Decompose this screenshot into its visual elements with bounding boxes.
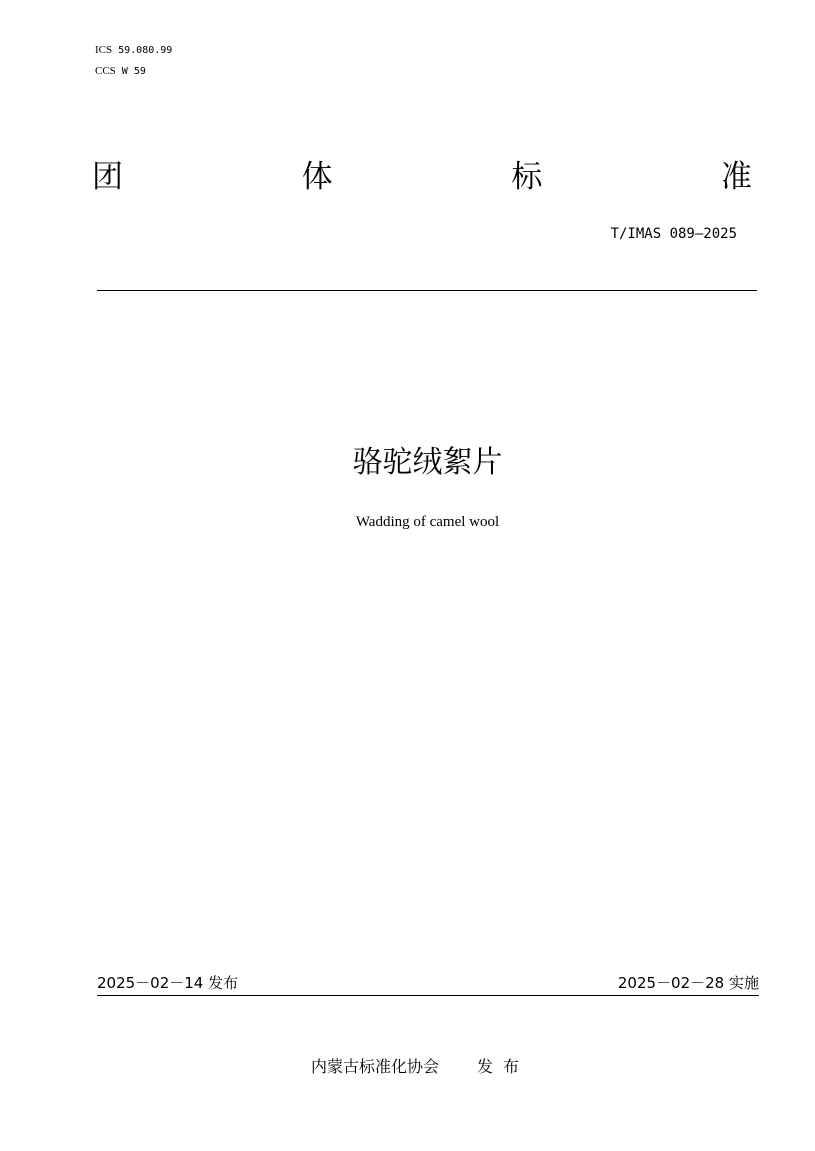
- publish-date: 2025－02－14 发布: [97, 974, 239, 992]
- ics-value: 59.080.99: [118, 45, 173, 56]
- ics-code: [95, 40, 172, 61]
- document-title-chinese: 骆驼绒絮片: [352, 445, 503, 480]
- ccs-code: [95, 61, 172, 82]
- standard-type-heading: [92, 157, 752, 197]
- implementation-date: 2025－02－28 实施: [617, 974, 759, 992]
- publisher-action: 发: [476, 1057, 493, 1076]
- ccs-label: CCS: [95, 65, 116, 77]
- document-title-english: Wadding of camel wool: [355, 514, 500, 530]
- ics-label: ICS: [95, 44, 113, 56]
- bottom-divider: [97, 995, 759, 996]
- standard-type-char: 标: [511, 159, 543, 195]
- standard-type-char: 团: [92, 159, 123, 195]
- publisher-name: 内蒙古标准化协会: [310, 1057, 439, 1076]
- standard-type-char: 准: [720, 159, 752, 195]
- top-divider: [97, 290, 757, 291]
- standard-type-char: 体: [301, 159, 333, 195]
- ccs-value: W 59: [121, 66, 146, 77]
- classification-codes: [95, 40, 172, 82]
- publisher-action: 布: [503, 1057, 520, 1076]
- standard-number: T/IMAS 089—2025: [610, 226, 737, 242]
- publisher-line: [0, 1054, 815, 1077]
